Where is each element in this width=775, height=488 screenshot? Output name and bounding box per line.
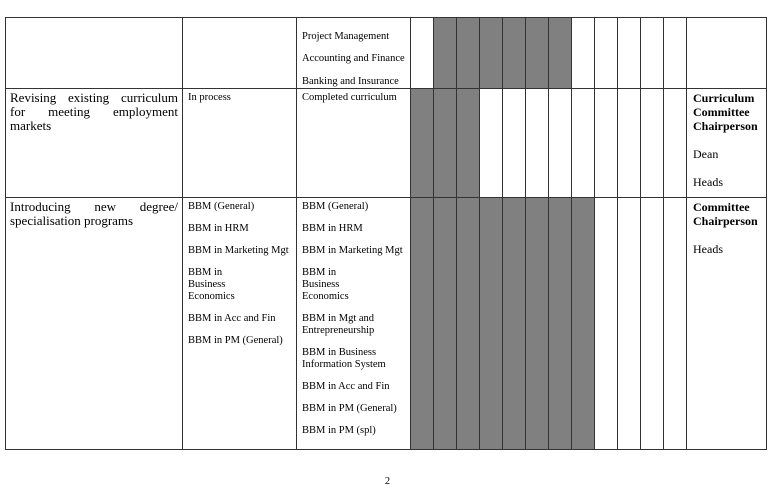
status-item: BBM in PM (General) (188, 335, 283, 346)
status-item: BBM in Business Economics (188, 267, 235, 302)
output-item: BBM in PM (spl) (302, 425, 376, 436)
status-cell (183, 89, 297, 198)
status-cell (183, 198, 297, 450)
timeline-cell (641, 18, 664, 89)
activity-text: Introducing new degree/ specialisation programs (10, 199, 178, 228)
output-item: BBM in PM (General) (302, 403, 397, 414)
status-item: BBM in Marketing Mgt (188, 245, 289, 256)
output-item: BBM in Business Information System (302, 347, 386, 370)
page-number: 2 (384, 476, 391, 487)
timeline-cell-filled (434, 18, 457, 89)
output-item: Completed curriculum (302, 92, 397, 103)
timeline-cell (549, 89, 572, 198)
responsibility-item: Curriculum Committee Chairperson (693, 91, 758, 133)
timeline-cell-filled (503, 198, 526, 450)
output-item: BBM in Acc and Fin (302, 381, 390, 392)
table-row (6, 198, 767, 450)
timeline-cell-filled (549, 198, 572, 450)
work-plan-table (5, 17, 767, 450)
activity-cell (6, 18, 183, 89)
timeline-cell (641, 198, 664, 450)
timeline-cell (595, 18, 618, 89)
status-item: In process (188, 92, 231, 103)
status-item: BBM in HRM (188, 223, 249, 234)
activity-cell (6, 89, 183, 198)
responsibility-item: Dean (693, 147, 719, 161)
output-item: Accounting and Finance (302, 53, 405, 64)
timeline-cell (664, 18, 687, 89)
responsibility-cell (687, 198, 767, 450)
responsibility-cell (687, 18, 767, 89)
timeline-cell-filled (434, 89, 457, 198)
timeline-cell (664, 89, 687, 198)
output-cell (297, 18, 411, 89)
timeline-cell (526, 89, 549, 198)
timeline-cell-filled (480, 198, 503, 450)
timeline-cell (595, 89, 618, 198)
output-cell (297, 89, 411, 198)
timeline-cell-filled (549, 18, 572, 89)
timeline-cell-filled (480, 18, 503, 89)
output-cell (297, 198, 411, 450)
output-item: BBM in Mgt and Entrepreneurship (302, 313, 375, 336)
timeline-cell-filled (411, 89, 434, 198)
timeline-cell-filled (457, 89, 480, 198)
responsibility-item: Heads (693, 242, 723, 256)
timeline-cell-filled (411, 198, 434, 450)
timeline-cell-filled (572, 198, 595, 450)
table-row (6, 18, 767, 89)
status-item: BBM (General) (188, 201, 255, 212)
timeline-cell (618, 198, 641, 450)
responsibility-item: Heads (693, 175, 723, 189)
timeline-cell (641, 89, 664, 198)
responsibility-item: Committee Chairperson (693, 200, 758, 228)
timeline-cell-filled (503, 18, 526, 89)
activity-cell (6, 198, 183, 450)
timeline-cell-filled (526, 18, 549, 89)
timeline-cell (480, 89, 503, 198)
output-item: Banking and Insurance (302, 76, 399, 87)
timeline-cell (595, 198, 618, 450)
timeline-cell-filled (526, 198, 549, 450)
timeline-cell (618, 89, 641, 198)
output-item: BBM (General) (302, 201, 369, 212)
timeline-cell (618, 18, 641, 89)
responsibility-cell (687, 89, 767, 198)
timeline-cell (503, 89, 526, 198)
output-item: BBM in Marketing Mgt (302, 245, 403, 256)
timeline-cell (664, 198, 687, 450)
status-item: BBM in Acc and Fin (188, 313, 276, 324)
timeline-cell (411, 18, 434, 89)
output-item: BBM in Business Economics (302, 267, 349, 302)
timeline-cell-filled (457, 198, 480, 450)
output-item: BBM in HRM (302, 223, 363, 234)
status-cell (183, 18, 297, 89)
timeline-cell-filled (434, 198, 457, 450)
table-row (6, 89, 767, 198)
timeline-cell (572, 89, 595, 198)
output-item: Project Management (302, 31, 390, 42)
activity-text: Revising existing curriculum for meeting employment markets (10, 90, 178, 133)
timeline-cell (572, 18, 595, 89)
timeline-cell-filled (457, 18, 480, 89)
